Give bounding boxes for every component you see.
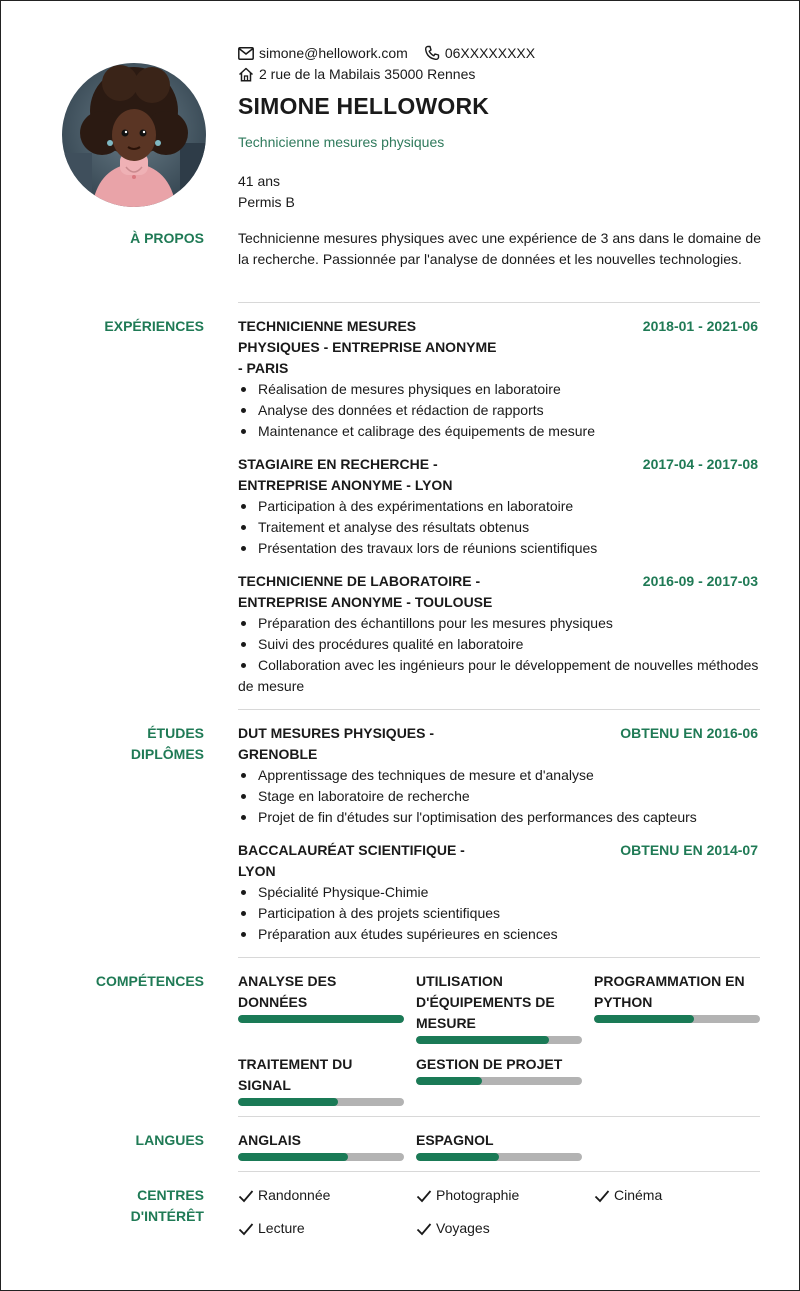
- address-text: 2 rue de la Mabilais 35000 Rennes: [259, 66, 476, 82]
- list-item: Présentation des travaux lors de réunions scientifiques: [238, 538, 760, 559]
- divider: [238, 957, 760, 958]
- section-title-languages: LANGUES: [135, 1132, 204, 1148]
- skill-level-fill: [416, 1077, 482, 1085]
- interest-label: Photographie: [436, 1187, 520, 1203]
- skill-name: [238, 1054, 404, 1096]
- list-item: Préparation aux études supérieures en sciences: [238, 924, 760, 945]
- skill-item: [416, 971, 582, 1044]
- list-item: Analyse des données et rédaction de rapports: [238, 400, 760, 421]
- list-item: Projet de fin d'études sur l'optimisation des performances des capteurs: [238, 807, 760, 828]
- email-text: simone@hellowork.com: [259, 45, 408, 61]
- language-item: [238, 1130, 404, 1161]
- title-line: TECHNICIENNE DE LABORATOIRE -: [238, 573, 481, 589]
- list-item: Apprentissage des techniques de mesure et d'analyse: [238, 765, 760, 786]
- interest-item: [416, 1185, 519, 1206]
- language-level-bar: [238, 1153, 404, 1161]
- job-title: Technicienne mesures physiques: [238, 134, 445, 150]
- title-line: ENTREPRISE ANONYME - TOULOUSE: [238, 594, 493, 610]
- skill-name-line: PYTHON: [594, 994, 653, 1010]
- interest-item: [238, 1185, 330, 1206]
- skill-name-line: PROGRAMMATION EN: [594, 973, 745, 989]
- experience-title: [238, 454, 452, 496]
- skill-name-line: GESTION DE PROJET: [416, 1056, 563, 1072]
- section-title-interests: [131, 1185, 204, 1227]
- experience-dates: 2018-01 - 2021-06: [642, 318, 758, 334]
- list-item: Préparation des échantillons pour les mesures physiques: [238, 613, 760, 634]
- skill-name-line: UTILISATION: [416, 973, 503, 989]
- education-title: [238, 840, 465, 882]
- phone-text: 06XXXXXXXX: [444, 45, 536, 61]
- email-item[interactable]: [238, 43, 408, 63]
- list-item: Traitement et analyse des résultats obtenus: [238, 517, 760, 538]
- check-icon: [238, 1189, 254, 1203]
- check-icon: [416, 1189, 432, 1203]
- title-line: - PARIS: [238, 360, 289, 376]
- divider: [238, 709, 760, 710]
- experience-dates: 2016-09 - 2017-03: [642, 573, 758, 589]
- list-item: Participation à des projets scientifiques: [238, 903, 760, 924]
- check-icon: [594, 1189, 610, 1203]
- language-name: ANGLAIS: [238, 1132, 301, 1148]
- education-bullets: [238, 765, 760, 828]
- skill-item: [594, 971, 760, 1023]
- skill-name-line: TRAITEMENT DU: [238, 1056, 353, 1072]
- education-date: OBTENU EN 2016-06: [620, 725, 758, 741]
- section-title-experience: EXPÉRIENCES: [104, 318, 204, 334]
- candidate-name: SIMONE HELLOWORK: [238, 93, 490, 119]
- section-title-skills: COMPÉTENCES: [95, 973, 204, 989]
- list-item: Spécialité Physique-Chimie: [238, 882, 760, 903]
- skill-name-line: DONNÉES: [238, 994, 308, 1010]
- experience-title: [238, 316, 497, 379]
- experience-bullets: [238, 613, 760, 697]
- skill-item: [238, 971, 404, 1023]
- education-bullets: [238, 882, 760, 945]
- address-item: [238, 64, 475, 84]
- profile-photo: [62, 63, 206, 207]
- skill-level-fill: [416, 1036, 549, 1044]
- home-icon: [238, 67, 254, 82]
- title-line: DIPLÔMES: [130, 746, 204, 762]
- experience-dates: 2017-04 - 2017-08: [642, 456, 758, 472]
- list-item: Réalisation de mesures physiques en laboratoire: [238, 379, 760, 400]
- language-item: [416, 1130, 582, 1161]
- interest-item: [594, 1185, 662, 1206]
- skill-name-line: SIGNAL: [238, 1077, 291, 1093]
- interest-label: Cinéma: [614, 1187, 663, 1203]
- list-item: Participation à des expérimentations en laboratoire: [238, 496, 760, 517]
- skill-item: [416, 1054, 582, 1085]
- title-line: LYON: [238, 863, 276, 879]
- about-text: Technicienne mesures physiques avec une expérience de 3 ans dans le domaine de la recherche. Passionnée par l'analyse de données et les nouvelles technologies.: [238, 230, 762, 267]
- address-row: [238, 64, 475, 84]
- check-icon: [238, 1222, 254, 1236]
- check-icon: [416, 1222, 432, 1236]
- skill-level-fill: [238, 1098, 338, 1106]
- list-item: Stage en laboratoire de recherche: [238, 786, 760, 807]
- education-title: [238, 723, 434, 765]
- skill-level-bar: [238, 1015, 404, 1023]
- divider: [238, 1116, 760, 1117]
- section-title-about: À PROPOS: [130, 230, 204, 246]
- interest-label: Randonnée: [258, 1187, 331, 1203]
- title-line: TECHNICIENNE MESURES: [238, 318, 417, 334]
- title-line: GRENOBLE: [238, 746, 318, 762]
- interest-label: Lecture: [258, 1220, 305, 1236]
- skill-level-bar: [594, 1015, 760, 1023]
- title-line: DUT MESURES PHYSIQUES -: [238, 725, 435, 741]
- divider: [238, 302, 760, 303]
- skill-item: [238, 1054, 404, 1106]
- list-item: Suivi des procédures qualité en laboratoire: [238, 634, 760, 655]
- skill-level-bar: [416, 1036, 582, 1044]
- title-line: BACCALAURÉAT SCIENTIFIQUE -: [238, 842, 465, 858]
- education-date: OBTENU EN 2014-07: [620, 842, 758, 858]
- contact-row: [238, 43, 535, 63]
- skill-name: [416, 1054, 582, 1075]
- experience-bullets: [238, 496, 760, 559]
- title-line: CENTRES: [137, 1187, 204, 1203]
- skill-name: [238, 971, 404, 1013]
- skill-name-line: MESURE: [416, 1015, 476, 1031]
- list-item: Maintenance et calibrage des équipements de mesure: [238, 421, 760, 442]
- phone-item[interactable]: [424, 43, 535, 63]
- language-level-fill: [416, 1153, 499, 1161]
- section-title-education: [131, 723, 204, 765]
- skill-level-fill: [594, 1015, 694, 1023]
- skill-name: [594, 971, 760, 1013]
- list-item: Collaboration avec les ingénieurs pour le développement de nouvelles méthodes de mesure: [238, 655, 760, 697]
- skill-level-bar: [238, 1098, 404, 1106]
- title-line: ÉTUDES: [147, 725, 204, 741]
- title-line: PHYSIQUES - ENTREPRISE ANONYME: [238, 339, 497, 355]
- interest-item: [238, 1218, 305, 1239]
- skill-name-line: D'ÉQUIPEMENTS DE: [416, 994, 555, 1010]
- title-line: ENTREPRISE ANONYME - LYON: [238, 477, 453, 493]
- skill-level-bar: [416, 1077, 582, 1085]
- driving-license: Permis B: [238, 194, 295, 210]
- skill-level-fill: [238, 1015, 404, 1023]
- interest-label: Voyages: [436, 1220, 490, 1236]
- phone-icon: [424, 45, 440, 61]
- mail-icon: [238, 47, 254, 60]
- language-level-fill: [238, 1153, 348, 1161]
- title-line: STAGIAIRE EN RECHERCHE -: [238, 456, 438, 472]
- title-line: D'INTÉRÊT: [130, 1208, 204, 1224]
- skill-name: [416, 971, 582, 1034]
- divider: [238, 1171, 760, 1172]
- skill-name-line: ANALYSE DES: [238, 973, 337, 989]
- age: 41 ans: [238, 173, 281, 189]
- experience-title: [238, 571, 492, 613]
- experience-bullets: [238, 379, 760, 442]
- language-name: ESPAGNOL: [416, 1132, 494, 1148]
- language-level-bar: [416, 1153, 582, 1161]
- interest-item: [416, 1218, 490, 1239]
